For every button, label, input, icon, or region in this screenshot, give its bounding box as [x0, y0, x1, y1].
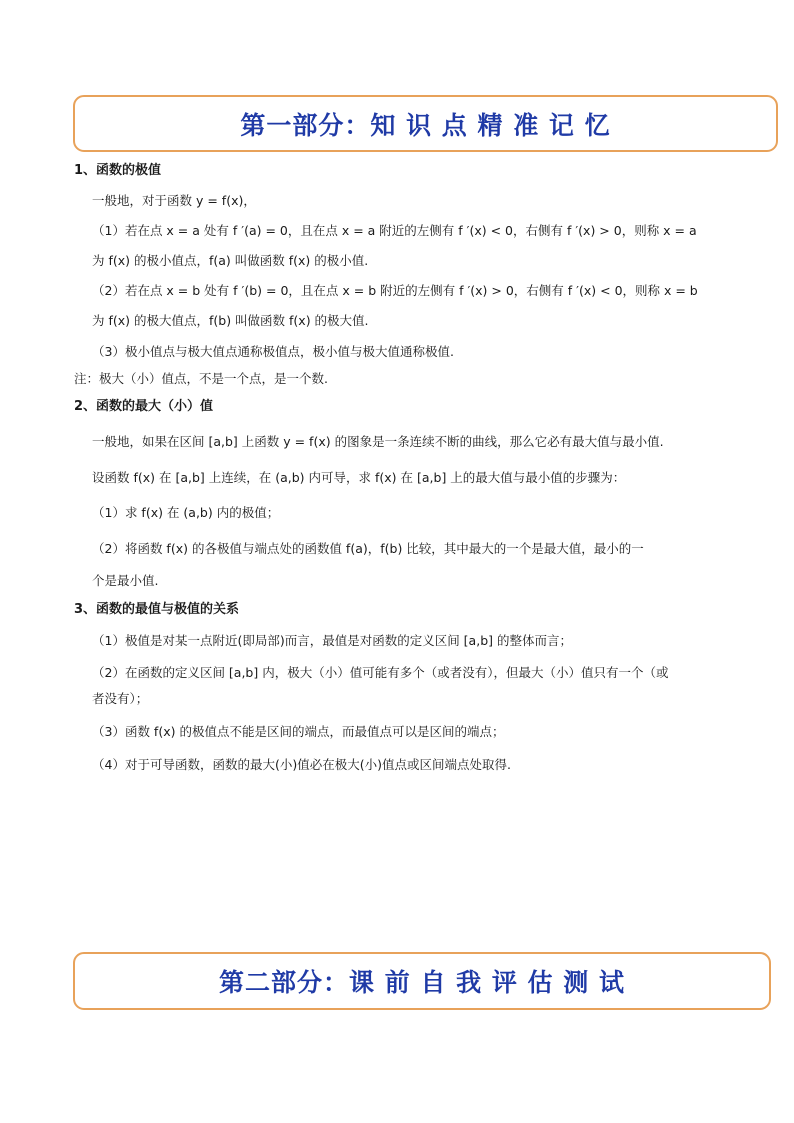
section-3-relation-4: （4）对于可导函数，函数的最大(小)值必在极大(小)值点或区间端点处取得.	[92, 757, 511, 772]
section-1-note: 注：极大（小）值点，不是一个点，是一个数.	[74, 371, 328, 386]
section-2-step-1: （1）求 f(x) 在 (a,b) 内的极值；	[92, 505, 280, 520]
section-1-heading: 1、函数的极值	[74, 163, 162, 178]
banner-title-2: 第二部分：课 前 自 我 评 估 测 试	[219, 968, 625, 997]
section-3-relation-3: （3）函数 f(x) 的极值点不能是区间的端点，而最值点可以是区间的端点；	[92, 724, 505, 739]
section-2-step-2-line-1: （2）将函数 f(x) 的各极值与端点处的函数值 f(a)，f(b) 比较，其中最大的一个是最大值，最小的一	[92, 541, 644, 556]
banner-title-1: 第一部分：知 识 点 精 准 记 忆	[240, 110, 611, 140]
section-1-item-2-line-2: 为 f(x) 的极大值点，f(b) 叫做函数 f(x) 的极大值.	[92, 313, 369, 328]
section-3-relation-1: （1）极值是对某一点附近(即局部)而言，最值是对函数的定义区间 [a,b] 的整体而言；	[92, 633, 572, 648]
section-3-relation-2-line-2: 者没有）；	[92, 691, 149, 706]
section-2-heading: 2、函数的最大（小）值	[74, 399, 214, 414]
section-1-item-1-line-2: 为 f(x) 的极小值点，f(a) 叫做函数 f(x) 的极小值.	[92, 253, 369, 268]
section-1-item-3: （3）极小值点与极大值点通称极值点，极小值与极大值通称极值.	[92, 344, 454, 359]
section-2-step-2-line-2: 个是最小值.	[92, 573, 159, 588]
section-1-intro: 一般地，对于函数 y = f(x)，	[92, 193, 256, 208]
section-1-item-1-line-1: （1）若在点 x = a 处有 f ′(a) = 0，且在点 x = a 附近的左侧有 f ′(x) < 0，右侧有 f ′(x) > 0，则称 x = a	[92, 223, 697, 238]
section-2-paragraph-1: 一般地，如果在区间 [a,b] 上函数 y = f(x) 的图象是一条连续不断的曲线，那么它必有最大值与最小值.	[92, 434, 664, 449]
section-1-item-2-line-1: （2）若在点 x = b 处有 f ′(b) = 0，且在点 x = b 附近的左侧有 f ′(x) > 0，右侧有 f ′(x) < 0，则称 x = b	[92, 283, 698, 298]
section-3-relation-2-line-1: （2）在函数的定义区间 [a,b] 内，极大（小）值可能有多个（或者没有），但最大（小）值只有一个（或	[92, 665, 669, 680]
section-3-heading: 3、函数的最值与极值的关系	[74, 602, 240, 617]
section-banner-2	[73, 952, 771, 1010]
section-2-paragraph-2: 设函数 f(x) 在 [a,b] 上连续，在 (a,b) 内可导，求 f(x) 在 [a,b] 上的最大值与最小值的步骤为：	[92, 470, 626, 485]
section-banner-1	[73, 95, 778, 152]
